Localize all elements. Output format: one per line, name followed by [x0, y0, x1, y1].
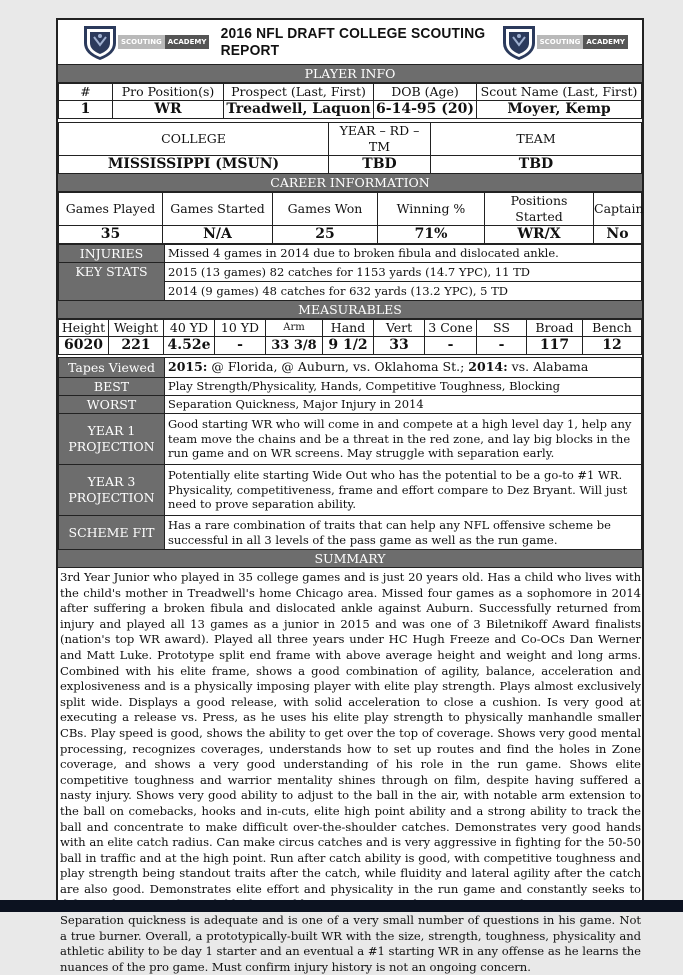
value-position: WR: [113, 101, 224, 119]
report-header: [58, 20, 642, 65]
value-captain: No: [594, 226, 642, 244]
injuries-stats-table: [58, 244, 642, 301]
section-player-info: PLAYER INFO: [58, 65, 642, 83]
value-10yd: -: [215, 337, 266, 355]
value-arm: 33 3/8: [266, 337, 323, 355]
label-games-played: Games Played: [59, 193, 163, 226]
bottom-dark-strip: [0, 900, 683, 912]
evaluation-table: [58, 357, 642, 550]
scouting-academy-logo-right: [501, 23, 628, 61]
career-table: [58, 192, 642, 244]
value-scheme-fit: Has a rare combination of traits that can help any NFL offensive scheme be successful in all 3 levels of the pass game as well as the run game.: [165, 516, 642, 550]
scouting-academy-logo-left: [82, 23, 209, 61]
summary-text: 3rd Year Junior who played in 35 college games and is just 20 years old. Has a child who lives with the child's mother in Treadwell's home Chicago area. Missed four games as a sophomore in 2014 after suffering a broken fibula and dislocated ankle against Auburn. Successfully returned from injury and played all 13 games as a junior in 2015 and was one of 3 Biletnikoff Award finalists (nation's top WR award). Played all three years under HC Hugh Freeze and Co-OCs Dan Werner and Matt Luke. Prototype split end frame with above average height and weight and long arms. Combined with his elite frame, shows a good combination of agility, balance, acceleration and explosiveness and is a physically imposing player with elite play strength. Plays almost exclusively split wide. Displays a good release, with solid acceleration to close a cushion. Is very good at executing a release vs. Press, as he uses his elite play strength to physically manhandle smaller CBs. Play speed is good, shows the ability to get over the top of coverage. Shows very good mental processing, recognizes coverages, understands how to set up routes and find the holes in Zone coverage, and shows a very good understanding of his role in the run game. Shows elite competitive toughness and warrior mentality shines through on film, despite having suffered a nasty injury. Shows very good ability to adjust to the ball in the air, with notable arm extension to the ball on comebacks, hooks and in-cuts, elite high point ability and a strong ability to track the ball and concentrate to make difficult over-the-shoulder catches. Demonstrates very good hands with an elite catch radius. Can make circus catches and is very aggressive in fighting for the 50-50 ball in traffic and at the high point. Run after catch ability is good, with competitive toughness and play strength being standout traits after the catch, while fluidity and lateral agility after the catch are also good. Demonstrates elite effort and physicality in the run game and constantly seeks to Separation quickness is adequate and is one of a very small number of questions in his game. Not a true burner. Overall, a prototypically-built WR with the size, strength, toughness, physicality and athletic ability to be day 1 starter and an eventual a #1 starting WR in any offense as he learns the nuances of the pro game. Must confirm injury history is not an ongoing concern.: [60, 570, 641, 974]
logo-word-academy: ACADEMY: [165, 35, 210, 49]
value-year3-projection: Potentially elite starting Wide Out who has the potential to be a go-to #1 WR. Physicality, competitiveness, frame and effort compare to Dez Bryant. Will just need to prove separation ability.: [165, 465, 642, 516]
logo-word-scouting: SCOUTING: [537, 35, 584, 49]
label-10yd: 10 YD: [215, 320, 266, 337]
shield-logo-icon: [82, 23, 118, 61]
value-bench: 12: [583, 337, 642, 355]
value-prospect: Treadwell, Laquon: [224, 101, 374, 119]
value-year1-projection: Good starting WR who will come in and compete at a high level day 1, help any team move the chains and be a threat in the red zone, and lay big blocks in the run game and on WR screens. May struggle with separation early.: [165, 414, 642, 465]
label-number: #: [59, 84, 113, 101]
label-tapes-viewed: Tapes Viewed: [59, 358, 165, 378]
value-games-started: N/A: [163, 226, 273, 244]
label-games-started: Games Started: [163, 193, 273, 226]
shield-logo-icon: [501, 23, 537, 61]
label-games-won: Games Won: [273, 193, 378, 226]
value-scout: Moyer, Kemp: [477, 101, 642, 119]
value-3cone: -: [425, 337, 477, 355]
logo-word-scouting: SCOUTING: [118, 35, 165, 49]
section-measurables: MEASURABLES: [58, 301, 642, 319]
label-position: Pro Position(s): [113, 84, 224, 101]
key-stat-line: 2014 (9 games) 48 catches for 632 yards (13.2 YPC), 5 TD: [168, 284, 509, 298]
value-best: Play Strength/Physicality, Hands, Competitive Toughness, Blocking: [165, 378, 642, 396]
tapes-year-2014: 2014:: [468, 359, 508, 375]
label-40yd: 40 YD: [164, 320, 215, 337]
value-hand: 9 1/2: [323, 337, 374, 355]
measurables-table: [58, 319, 642, 355]
value-worst: Separation Quickness, Major Injury in 2014: [165, 396, 642, 414]
label-injuries: INJURIES: [59, 245, 165, 263]
label-prospect: Prospect (Last, First): [224, 84, 374, 101]
label-arm: Arm: [266, 320, 323, 337]
scouting-report-page: [56, 18, 644, 974]
label-winning-pct: Winning %: [378, 193, 485, 226]
value-games-won: 25: [273, 226, 378, 244]
value-games-played: 35: [59, 226, 163, 244]
year3-label-line1: YEAR 3: [87, 474, 136, 489]
label-ss: SS: [477, 320, 527, 337]
report-title: 2016 NFL DRAFT COLLEGE SCOUTING REPORT: [221, 25, 486, 59]
value-team: TBD: [431, 156, 642, 174]
label-captain: Captain: [594, 193, 642, 226]
label-vert: Vert: [374, 320, 425, 337]
value-college: MISSISSIPPI (MSUN): [59, 156, 329, 174]
value-broad: 117: [527, 337, 583, 355]
tapes-games-2015: @ Florida, @ Auburn, vs. Oklahoma St.;: [207, 359, 469, 375]
logo-word-academy: ACADEMY: [583, 35, 628, 49]
label-college: COLLEGE: [59, 123, 329, 156]
label-year-rd-tm: YEAR – RD – TM: [329, 123, 431, 156]
label-year1-projection: [59, 414, 165, 465]
tapes-year-2015: 2015:: [168, 359, 208, 375]
year1-label-line1: YEAR 1: [87, 423, 136, 438]
value-dob: 6-14-95 (20): [374, 101, 477, 119]
year3-label-line2: PROJECTION: [68, 490, 155, 505]
label-3cone: 3 Cone: [425, 320, 477, 337]
label-best: BEST: [59, 378, 165, 396]
value-40yd: 4.52e: [164, 337, 215, 355]
label-scout: Scout Name (Last, First): [477, 84, 642, 101]
label-scheme-fit: SCHEME FIT: [59, 516, 165, 550]
section-summary: SUMMARY: [58, 550, 642, 568]
label-key-stats: KEY STATS: [59, 263, 165, 301]
key-stat-line: 2015 (13 games) 82 catches for 1153 yards (14.7 YPC), 11 TD: [165, 263, 641, 282]
label-year3-projection: [59, 465, 165, 516]
college-table: [58, 122, 642, 174]
player-info-table: [58, 83, 642, 119]
value-tapes-viewed: [165, 358, 642, 378]
value-year-rd-tm: TBD: [329, 156, 431, 174]
label-team: TEAM: [431, 123, 642, 156]
value-winning-pct: 71%: [378, 226, 485, 244]
value-number: 1: [59, 101, 113, 119]
label-height: Height: [59, 320, 109, 337]
label-positions-started: Positions Started: [485, 193, 594, 226]
label-weight: Weight: [109, 320, 164, 337]
value-vert: 33: [374, 337, 425, 355]
tapes-games-2014: vs. Alabama: [507, 359, 589, 375]
value-ss: -: [477, 337, 527, 355]
label-hand: Hand: [323, 320, 374, 337]
label-worst: WORST: [59, 396, 165, 414]
value-height: 6020: [59, 337, 109, 355]
year1-label-line2: PROJECTION: [68, 439, 155, 454]
value-injuries: Missed 4 games in 2014 due to broken fibula and dislocated ankle.: [165, 245, 642, 263]
label-dob: DOB (Age): [374, 84, 477, 101]
value-positions-started: WR/X: [485, 226, 594, 244]
section-career-info: CAREER INFORMATION: [58, 174, 642, 192]
label-broad: Broad: [527, 320, 583, 337]
label-bench: Bench: [583, 320, 642, 337]
value-weight: 221: [109, 337, 164, 355]
